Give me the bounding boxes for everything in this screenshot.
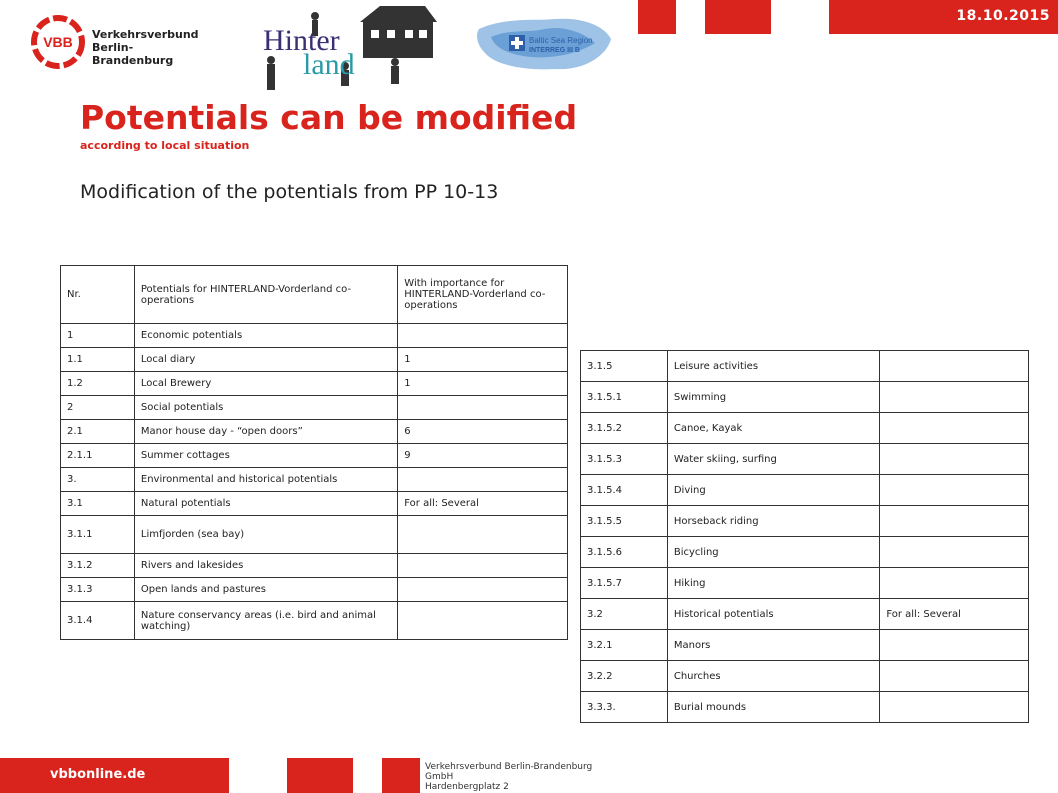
table-row	[61, 602, 568, 640]
row-number-cell: 2.1.1	[61, 444, 135, 468]
potential-cell: Environmental and historical potentials	[134, 468, 397, 492]
table-row	[61, 348, 568, 372]
row-number-cell: 3.1	[61, 492, 135, 516]
importance-cell	[880, 692, 1029, 723]
table-row	[581, 568, 1029, 599]
potential-cell: Rivers and lakesides	[134, 554, 397, 578]
importance-cell: 1	[398, 372, 568, 396]
importance-cell: 1	[398, 348, 568, 372]
table-row	[581, 506, 1029, 537]
importance-cell	[880, 661, 1029, 692]
row-number-cell: 3.1.2	[61, 554, 135, 578]
row-number-cell: 3.1.5.5	[581, 506, 668, 537]
row-number-cell: 3.2	[581, 599, 668, 630]
table-row	[581, 630, 1029, 661]
table-row	[61, 516, 568, 554]
importance-cell	[880, 444, 1029, 475]
row-number-cell: 1.1	[61, 348, 135, 372]
row-number-cell: 3.1.5.2	[581, 413, 668, 444]
importance-cell: 6	[398, 420, 568, 444]
table-row	[61, 578, 568, 602]
footer-address: Verkehrsverbund Berlin-Brandenburg GmbH Hardenbergplatz 2	[425, 762, 593, 792]
potential-cell: Natural potentials	[134, 492, 397, 516]
header-decor-block	[638, 0, 676, 34]
vbb-logo-text: Verkehrsverbund Berlin-Brandenburg	[92, 28, 199, 67]
row-number-cell: 3.1.5.7	[581, 568, 668, 599]
importance-cell	[880, 475, 1029, 506]
row-number-cell: 3.1.5.1	[581, 382, 668, 413]
potential-cell: Hiking	[667, 568, 879, 599]
importance-cell	[398, 554, 568, 578]
importance-cell: 9	[398, 444, 568, 468]
hinterland-logo	[255, 2, 445, 98]
importance-cell	[398, 516, 568, 554]
date-label: 18.10.2015	[956, 8, 1050, 24]
potentials-table-left	[60, 265, 568, 640]
table-row	[581, 475, 1029, 506]
footer-url-link[interactable]: vbbonline.de	[50, 767, 146, 782]
svg-text:INTERREG III B: INTERREG III B	[529, 47, 580, 54]
row-number-cell: 3.1.4	[61, 602, 135, 640]
importance-cell: For all: Several	[398, 492, 568, 516]
importance-cell	[880, 506, 1029, 537]
importance-cell	[398, 324, 568, 348]
row-number-cell: 3.1.5.3	[581, 444, 668, 475]
row-number-cell: 2.1	[61, 420, 135, 444]
potential-cell: Nature conservancy areas (i.e. bird and animal watching)	[134, 602, 397, 640]
potential-cell: Canoe, Kayak	[667, 413, 879, 444]
svg-text:land: land	[303, 48, 355, 81]
baltic-sea-region-logo	[475, 15, 615, 75]
table-row	[61, 396, 568, 420]
row-number-cell: 3.1.1	[61, 516, 135, 554]
potential-cell: Manors	[667, 630, 879, 661]
svg-text:Hinter: Hinter	[263, 24, 340, 57]
potential-cell: Local Brewery	[134, 372, 397, 396]
importance-cell	[880, 537, 1029, 568]
potential-cell: Social potentials	[134, 396, 397, 420]
row-number-cell: 3.1.5.6	[581, 537, 668, 568]
importance-cell	[398, 396, 568, 420]
row-number-cell: 3.1.5	[581, 351, 668, 382]
table-row	[581, 537, 1029, 568]
importance-cell	[398, 578, 568, 602]
potentials-table-right	[580, 350, 1029, 723]
table-row	[581, 692, 1029, 723]
row-number-cell: 3.	[61, 468, 135, 492]
importance-cell: With importance for HINTERLAND-Vorderland co-operations	[398, 266, 568, 324]
row-number-cell: 3.2.2	[581, 661, 668, 692]
page-subtitle: according to local situation	[80, 139, 250, 152]
table-row	[581, 599, 1029, 630]
table-row	[61, 444, 568, 468]
potential-cell: Bicycling	[667, 537, 879, 568]
page-title: Potentials can be modified	[80, 98, 578, 137]
potential-cell: Limfjorden (sea bay)	[134, 516, 397, 554]
importance-cell	[398, 602, 568, 640]
potential-cell: Economic potentials	[134, 324, 397, 348]
potential-cell: Horseback riding	[667, 506, 879, 537]
table-row	[61, 554, 568, 578]
table-row	[581, 413, 1029, 444]
importance-cell	[880, 413, 1029, 444]
potential-cell: Water skiing, surfing	[667, 444, 879, 475]
potential-cell: Manor house day - “open doors”	[134, 420, 397, 444]
potential-cell: Diving	[667, 475, 879, 506]
row-number-cell: 3.3.3.	[581, 692, 668, 723]
date-bar	[829, 0, 1058, 34]
footer-decor-block	[382, 758, 420, 793]
importance-cell: For all: Several	[880, 599, 1029, 630]
row-number-cell: 3.1.3	[61, 578, 135, 602]
row-number-cell: 3.2.1	[581, 630, 668, 661]
table-row	[581, 351, 1029, 382]
svg-text:VBB: VBB	[43, 34, 73, 50]
potential-cell: Swimming	[667, 382, 879, 413]
footer-decor-block	[287, 758, 353, 793]
table-row	[581, 661, 1029, 692]
vbb-logo-mark	[30, 14, 86, 70]
svg-text:Baltic Sea Region: Baltic Sea Region	[529, 36, 593, 45]
potential-cell: Historical potentials	[667, 599, 879, 630]
potential-cell: Churches	[667, 661, 879, 692]
importance-cell	[880, 351, 1029, 382]
table-row	[61, 420, 568, 444]
row-number-cell: 1.2	[61, 372, 135, 396]
row-number-cell: 1	[61, 324, 135, 348]
potential-cell: Potentials for HINTERLAND-Vorderland co-operations	[134, 266, 397, 324]
section-heading: Modification of the potentials from PP 10-13	[80, 181, 499, 203]
importance-cell	[880, 382, 1029, 413]
table-row	[61, 266, 568, 324]
potential-cell: Open lands and pastures	[134, 578, 397, 602]
vbb-logo	[30, 12, 200, 76]
table-row	[61, 492, 568, 516]
table-row	[581, 444, 1029, 475]
table-row	[61, 468, 568, 492]
row-number-cell: 2	[61, 396, 135, 420]
table-row	[61, 324, 568, 348]
importance-cell	[398, 468, 568, 492]
potential-cell: Local diary	[134, 348, 397, 372]
table-row	[61, 372, 568, 396]
potential-cell: Leisure activities	[667, 351, 879, 382]
importance-cell	[880, 568, 1029, 599]
row-number-cell: 3.1.5.4	[581, 475, 668, 506]
header-decor-block	[705, 0, 771, 34]
row-number-cell: Nr.	[61, 266, 135, 324]
importance-cell	[880, 630, 1029, 661]
potential-cell: Summer cottages	[134, 444, 397, 468]
potential-cell: Burial mounds	[667, 692, 879, 723]
table-row	[581, 382, 1029, 413]
